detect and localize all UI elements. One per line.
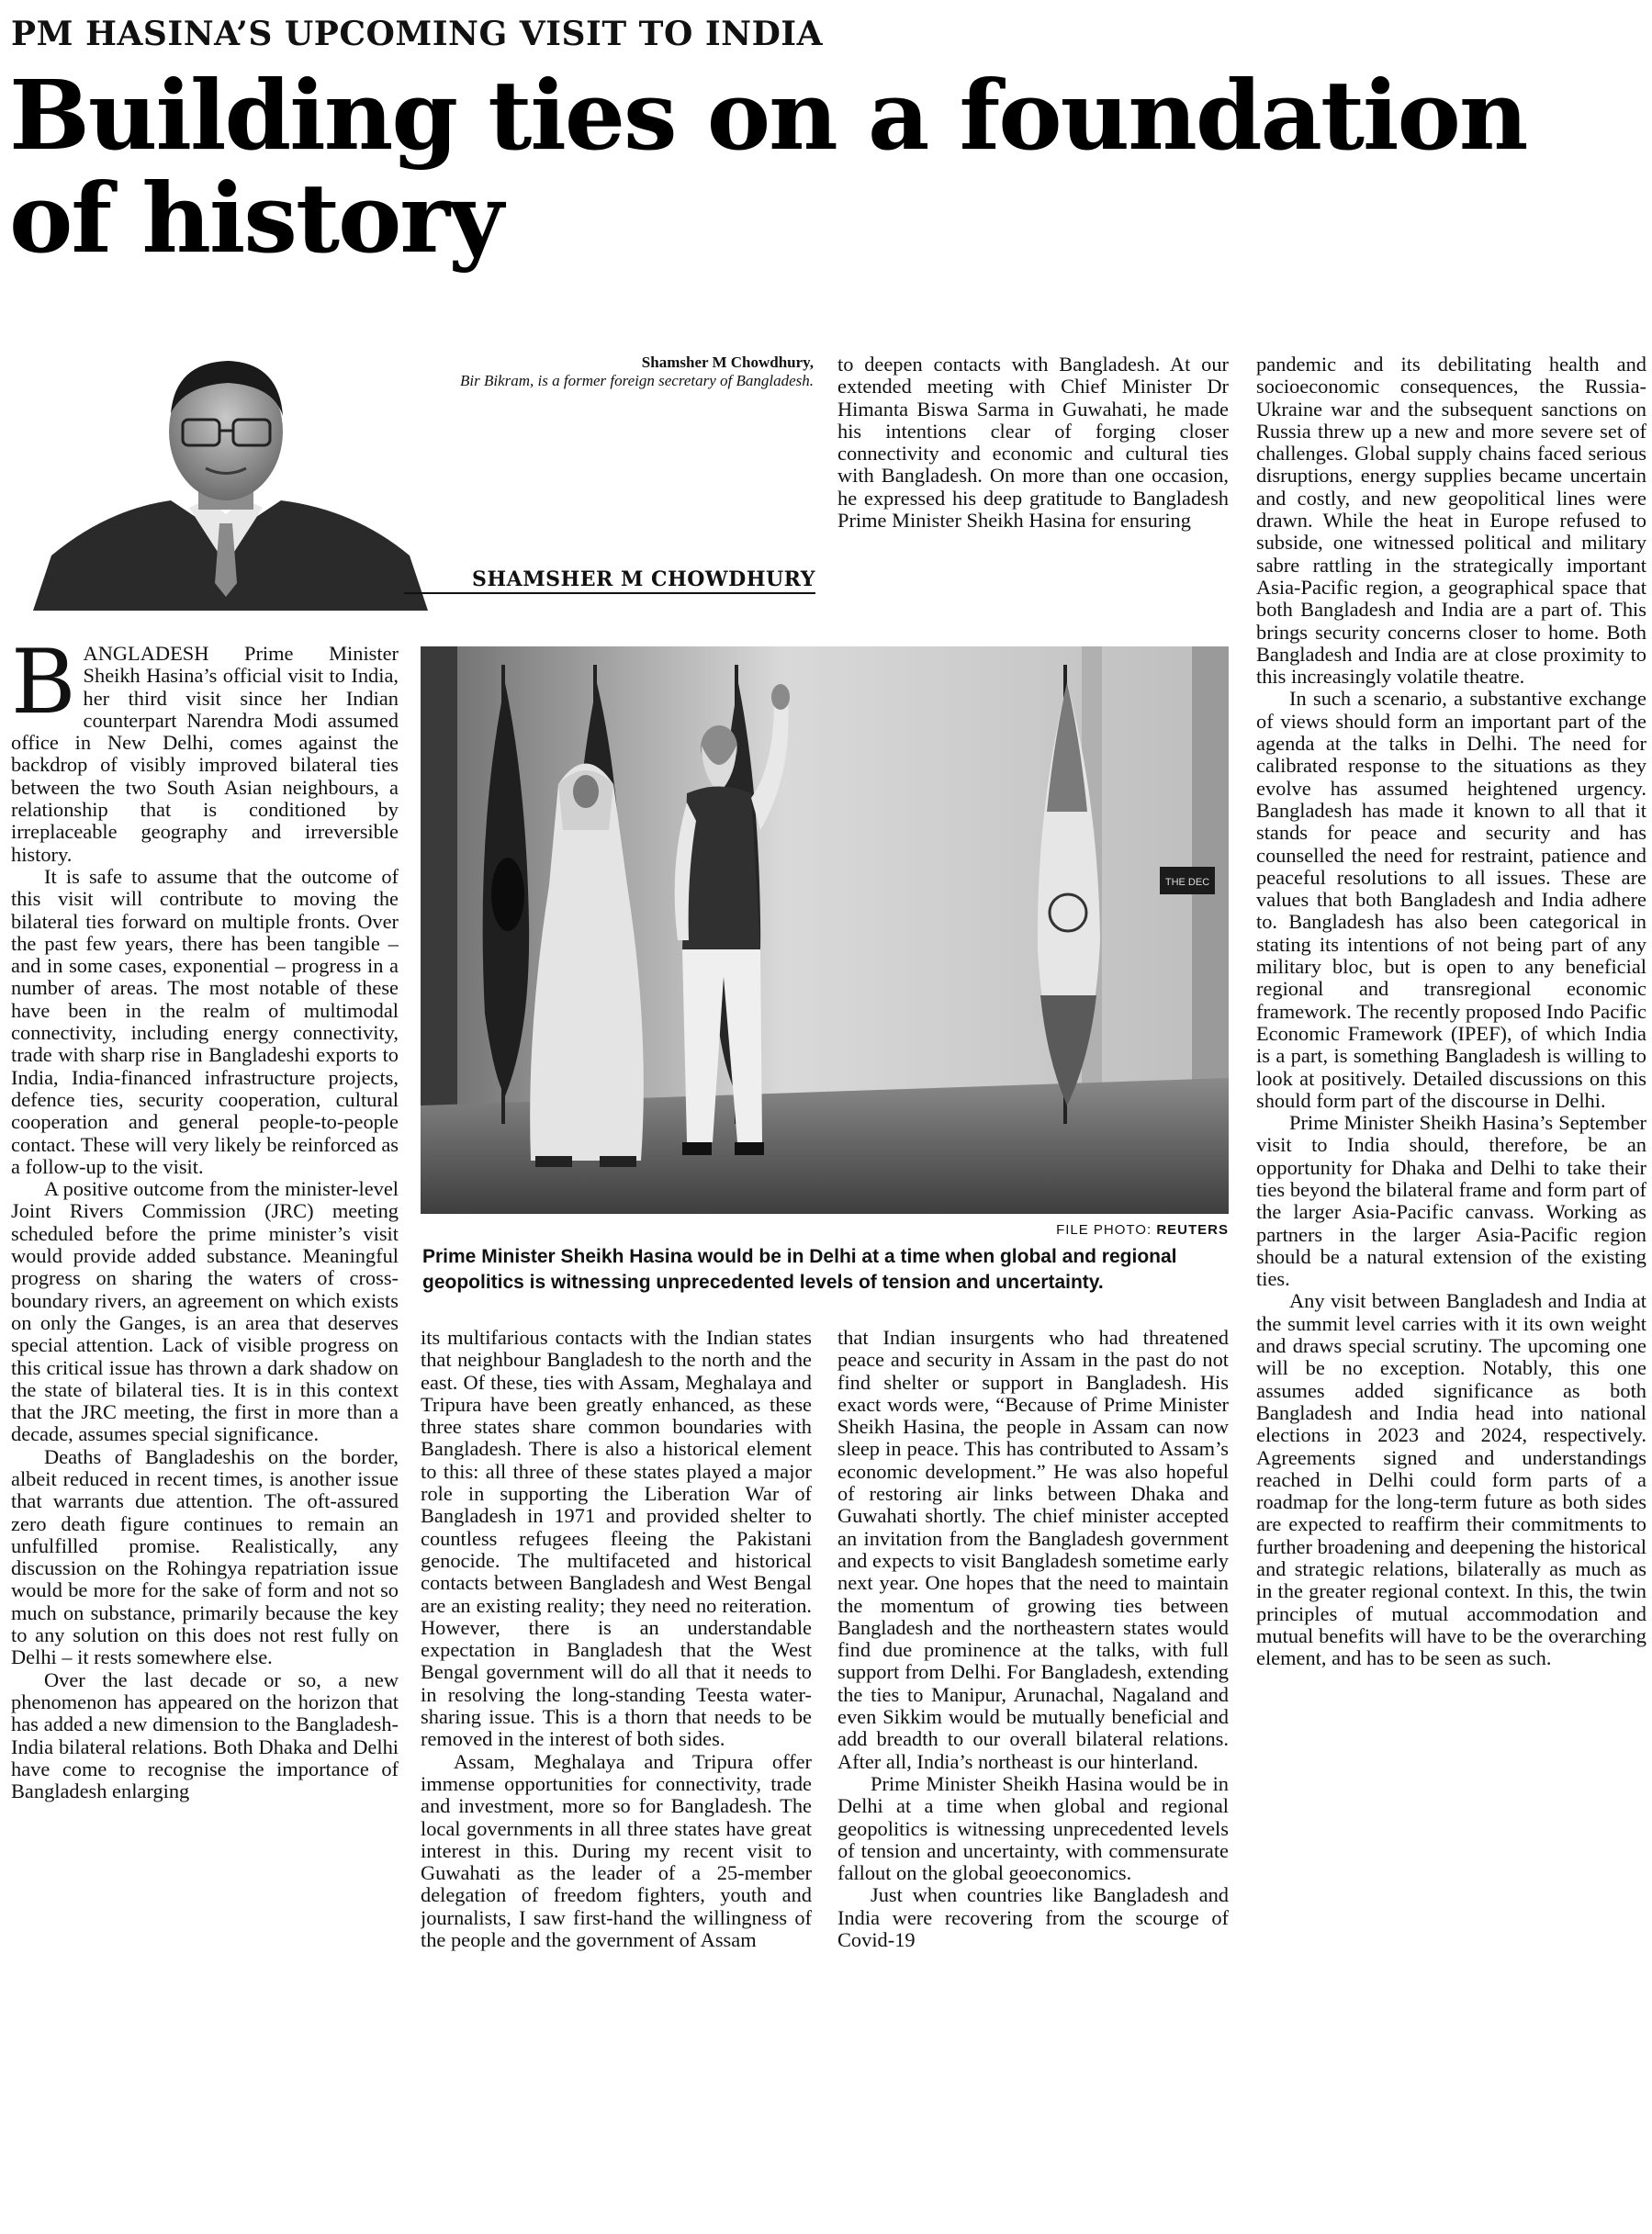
paragraph: pandemic and its debilitating health and socioeconomic consequences, the Russia-Ukraine war and the subsequent sanctions on Russia threw up a new and more severe set of challenges. Global supply chains faced serious disruptions, energy supplies became uncertain and costly, and new geopolitical lines were drawn. While the heat in Europe refused to subside, one witnessed political and military sabre rattling in the strategically important Asia-Pacific region, a geographical space that both Bangladesh and India are a part of. This brings security concerns closer to home. Both Bangladesh and India are at close proximity to this increasingly volatile theatre.: [1256, 354, 1646, 689]
article-column-3-bottom: [837, 1327, 1229, 2222]
photo-caption: Prime Minister Sheikh Hasina would be in Delhi at a time when global and regional geopolitics is witnessing unprecedented levels of tension and uncertainty.: [422, 1246, 1177, 1293]
article-column-3-top: [837, 354, 1229, 606]
paragraph: In such a scenario, a substantive exchange of views should form an important part of the agenda at the talks in Delhi. The need for calibrated response to the situations as they evolve has assumed heightened urgency. Bangladesh has made it known to all that it stands for peace and security and has counselled the need for restraint, patience and peaceful resolutions to all issues. These are values that both Bangladesh and India adhere to. Bangladesh has also been categorical in stating its intentions of not being part of any military bloc, but is open to any beneficial regional and transregional economic framework. The recently proposed Indo Pacific Economic Framework (IPEF), of which India is a part, is something Bangladesh is willing to look at positively. Detailed discussions on this should form part of the discourse in Delhi.: [1256, 687, 1646, 1112]
paragraph: Just when countries like Bangladesh and India were recovering from the scourge of Covid-19: [837, 1883, 1229, 1952]
drop-cap: B: [11, 643, 76, 734]
author-credit-name: Shamsher M Chowdhury,: [641, 354, 814, 371]
news-photo: [421, 646, 1229, 1214]
article-column-1: [11, 643, 399, 2222]
paragraph: to deepen contacts with Bangladesh. At our extended meeting with Chief Minister Dr Himanta Biswa Sarma in Guwahati, he made his intentions clear of forging closer connectivity and economic and cultural ties with Bangladesh. On more than one occasion, he expressed his deep gratitude to Bangladesh Prime Minister Sheikh Hasina for ensuring: [837, 354, 1229, 533]
paragraph: A positive outcome from the minister-level Joint Rivers Commission (JRC) meeting scheduled before the prime minister’s visit would provide added substance. Meaningful progress on sharing the waters of cross-boundary rivers, an agreement on which exists on only the Ganges, is an area that deserves special attention. Lack of visible progress on this critical issue has thrown a dark shadow on the state of bilateral ties. It is in this context that the JRC meeting, the first in more than a decade, assumes special significance.: [11, 1177, 399, 1446]
paragraph: It is safe to assume that the outcome of this visit will contribute to moving the bilateral ties forward on multiple fronts. Over the past few years, there has been tangible – and in some cases, exponential – progress in a number of areas. The most notable of these have been in the realm of multimodal connectivity, including energy connectivity, trade with sharp rise in Bangladeshi exports to India, India-financed infrastructure projects, defence ties, security cooperation, cultural cooperation and general people-to-people contact. These will very likely be reinforced as a follow-up to the visit.: [11, 864, 399, 1178]
headline: Building ties on a foundation of history: [9, 59, 1527, 275]
paragraph: Prime Minister Sheikh Hasina would be in Delhi at a time when global and regional geopolitics is witnessing unprecedented levels of tension and uncertainty, with commensurate fallout on the global geoeconomics.: [837, 1771, 1229, 1885]
byline-rule: [404, 592, 815, 594]
article-column-4: [1256, 354, 1646, 2222]
paragraph: Assam, Meghalaya and Tripura offer immense opportunities for connectivity, trade and investment, more so for Bangladesh. The local governments in all three states have great interest in this. During my recent visit to Guwahati as the leader of a 25-member delegation of freedom fighters, youth and journalists, I saw first-hand the willingness of the people and the government of Assam: [421, 1749, 812, 1952]
photo-credit: FILE PHOTO: REUTERS: [1056, 1222, 1229, 1238]
author-credit-description: Bir Bikram, is a former foreign secretary of Bangladesh.: [460, 372, 814, 389]
byline: SHAMSHER M CHOWDHURY: [471, 567, 815, 591]
author-portrait: [33, 344, 446, 611]
paragraph: its multifarious contacts with the Indian states that neighbour Bangladesh to the north and the east. Of these, ties with Assam, Meghalaya and Tripura have been greatly enhanced, as these three states share common boundaries with Bangladesh. There is also a historical element to this: all three of these states played a major role in supporting the Liberation War of Bangladesh in 1971 and provided shelter to countless refugees fleeing the Pakistani genocide. The multifaceted and historical contacts between Bangladesh and West Bengal are an existing reality; they need no reiteration. However, there is an understandable expectation in Bangladesh that the West Bengal government will do all that it needs to in resolving the long-standing Teesta water-sharing issue. This is a thorn that needs to be removed in the interest of both sides.: [421, 1327, 812, 1751]
paragraph: Prime Minister Sheikh Hasina’s September visit to India should, therefore, be an opportunity for Dhaka and Delhi to take their ties beyond the bilateral frame and form part of the larger Asia-Pacific canvass. Working as partners in the larger Asia-Pacific region should be a natural extension of the existing ties.: [1256, 1111, 1646, 1291]
kicker: PM HASINA’S UPCOMING VISIT TO INDIA: [11, 15, 824, 53]
paragraph: BANGLADESH Prime Minister Sheikh Hasina’s official visit to India, her third visit since her Indian counterpart Narendra Modi assumed office in New Delhi, comes against the backdrop of visibly improved bilateral ties between the two South Asian neighbours, a relationship that is conditioned by irreplaceable geography and irreversible history.: [11, 643, 399, 866]
article-column-2: [421, 1327, 812, 2222]
paragraph: Any visit between Bangladesh and India at the summit level carries with it its own weight and draws special scrutiny. The upcoming one will be no exception. Notably, this one assumes added significance as both Bangladesh and India head into national elections in 2023 and 2024, respectively. Agreements signed and understandings reached in Delhi could form parts of a roadmap for the long-term future as both sides are expected to reaffirm their commitments to further broadening and deepening the historical and strategic relations, bilaterally as much as in the greater regional context. In this, the twin principles of mutual accommodation and mutual benefits will have to be the overarching element, and has to be seen as such.: [1256, 1289, 1646, 1670]
paragraph: that Indian insurgents who had threatened peace and security in Assam in the past do not find shelter or support in Bangladesh. His exact words were, “Because of Prime Minister Sheikh Hasina, the people in Assam can now sleep in peace. This has contributed to Assam’s economic development.” He was also hopeful of restoring air links between Dhaka and Guwahati shortly. The chief minister accepted an invitation from the Bangladesh government and expects to visit Bangladesh sometime early next year. One hopes that the need to maintain the momentum of growing ties between Bangladesh and the northeastern states would find due prominence at the talks, with full support from Delhi. For Bangladesh, extending the ties to Manipur, Arunachal, Nagaland and even Sikkim would be mutually beneficial and add breadth to our overall bilateral relations. After all, India’s northeast is our hinterland.: [837, 1327, 1229, 1773]
paragraph: Over the last decade or so, a new phenomenon has appeared on the horizon that has added a new dimension to the Bangladesh-India bilateral relations. Both Dhaka and Delhi have come to recognise the importance of Bangladesh enlarging: [11, 1667, 399, 1803]
sign-text: THE DEC: [1164, 877, 1210, 888]
author-credit: [459, 354, 814, 390]
paragraph: Deaths of Bangladeshis on the border, albeit reduced in recent times, is another issue that warrants due attention. The oft-assured zero death figure continues to remain an unfulfilled promise. Realistically, any discussion on the Rohingya repatriation issue would be more for the sake of form and not so much on substance, primarily because the key to any solution on this does not rest fully on Delhi – it rests somewhere else.: [11, 1444, 399, 1669]
